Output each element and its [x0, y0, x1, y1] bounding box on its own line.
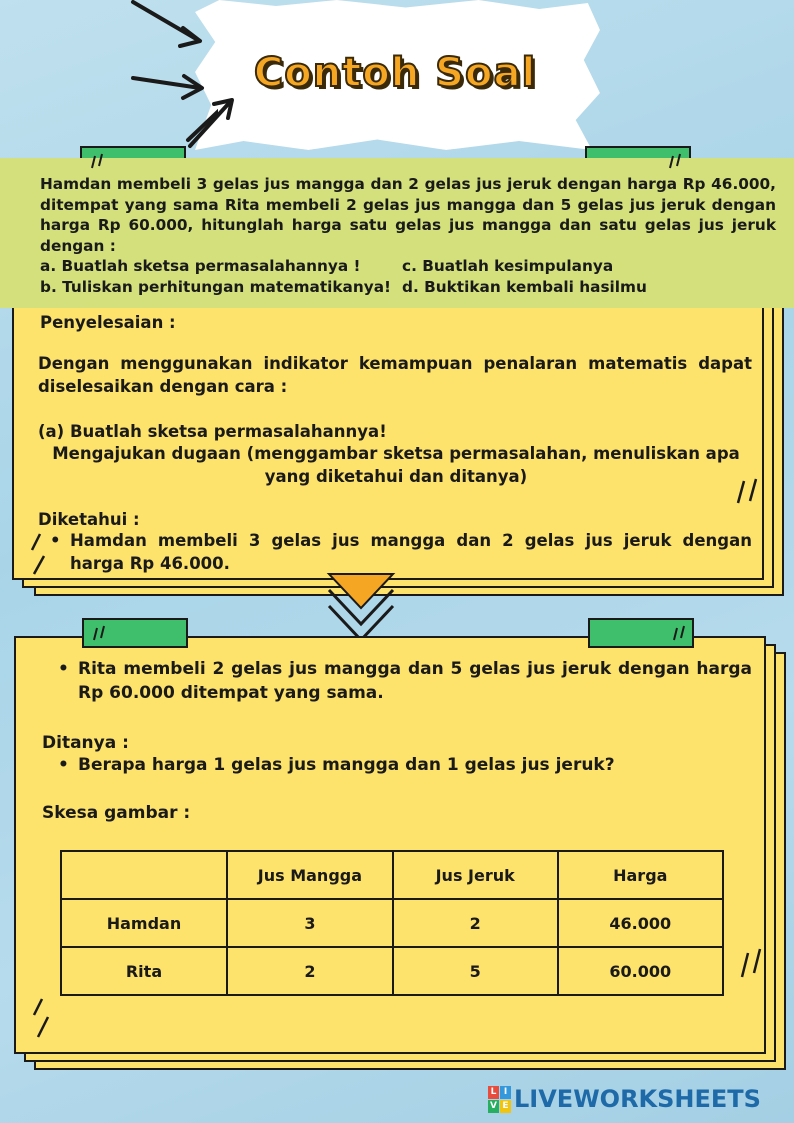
tick-mark-icon [736, 945, 766, 979]
option-c: c. Buatlah kesimpulanya [402, 257, 614, 275]
tick-mark-icon [30, 995, 60, 1039]
table-header-cell [61, 851, 227, 899]
table-cell: 3 [227, 899, 393, 947]
table-row [61, 947, 723, 995]
option-b: b. Tuliskan perhitungan matematikanya! [40, 277, 392, 296]
table-cell: Rita [61, 947, 227, 995]
step-a-title: (a) Buatlah sketsa permasalahannya! [38, 422, 387, 441]
table-cell: 60.000 [558, 947, 723, 995]
table-cell: 2 [393, 899, 558, 947]
solution-intro: Dengan menggunakan indikator kemampuan penalaran matematis dapat diselesaikan dengan cara : [38, 354, 752, 396]
page-title: Contoh Soal [253, 50, 537, 96]
liveworksheets-logo-icon: L I V E [488, 1086, 510, 1112]
brand-name: LIVEWORKSHEETS [514, 1085, 761, 1113]
table-cell: Hamdan [61, 899, 227, 947]
sketch-label: Skesa gambar : [42, 803, 191, 823]
asked-list [50, 754, 752, 777]
sketch-table [60, 850, 724, 996]
table-header-row [61, 851, 723, 899]
question-box [0, 158, 794, 308]
known-item-1: • Hamdan membeli 3 gelas jus mangga dan 2 gelas jus jeruk dengan harga Rp 46.000. [70, 529, 752, 575]
known-label: Diketahui : [38, 510, 140, 529]
option-d: d. Buktikan kembali hasilmu [402, 277, 647, 296]
tick-mark-icon [88, 620, 112, 644]
table-header-cell: Harga [558, 851, 723, 899]
question-text: Hamdan membeli 3 gelas jus mangga dan 2 gelas jus jeruk dengan harga Rp 46.000, ditempat yang sama Rita membeli 2 gelas jus mangga dan 5 gelas jus jeruk dengan harga Rp 60.000, hitunglah harga satu gelas jus mangga dan satu gelas jus jeruk dengan : [40, 175, 776, 255]
table-cell: 46.000 [558, 899, 723, 947]
liveworksheets-brand[interactable] [488, 1082, 788, 1116]
tick-mark-icon [86, 148, 110, 172]
table-row [61, 899, 723, 947]
tick-mark-icon [732, 475, 762, 505]
asked-item-1: • Berapa harga 1 gelas jus mangga dan 1 gelas jus jeruk? [78, 754, 752, 777]
arrow-icon [180, 90, 240, 150]
solution-heading: Penyelesaian : [40, 313, 176, 332]
tick-mark-icon [28, 530, 58, 580]
known-list-continued [50, 657, 752, 705]
table-header-cell: Jus Jeruk [393, 851, 558, 899]
option-a: a. Buatlah sketsa permasalahannya ! [40, 257, 361, 275]
step-a-description: Mengajukan dugaan (menggambar sketsa permasalahan, menuliskan apa yang diketahui dan ditanya) [52, 444, 740, 486]
table-header-cell: Jus Mangga [227, 851, 393, 899]
asked-label: Ditanya : [42, 733, 129, 753]
known-list [42, 529, 752, 575]
table-cell: 2 [227, 947, 393, 995]
tick-mark-icon [664, 148, 688, 172]
question-options [40, 256, 776, 297]
table-cell: 5 [393, 947, 558, 995]
known-item-2: • Rita membeli 2 gelas jus mangga dan 5 gelas jus jeruk dengan harga Rp 60.000 ditempat yang sama. [78, 657, 752, 705]
tick-mark-icon [668, 620, 692, 644]
